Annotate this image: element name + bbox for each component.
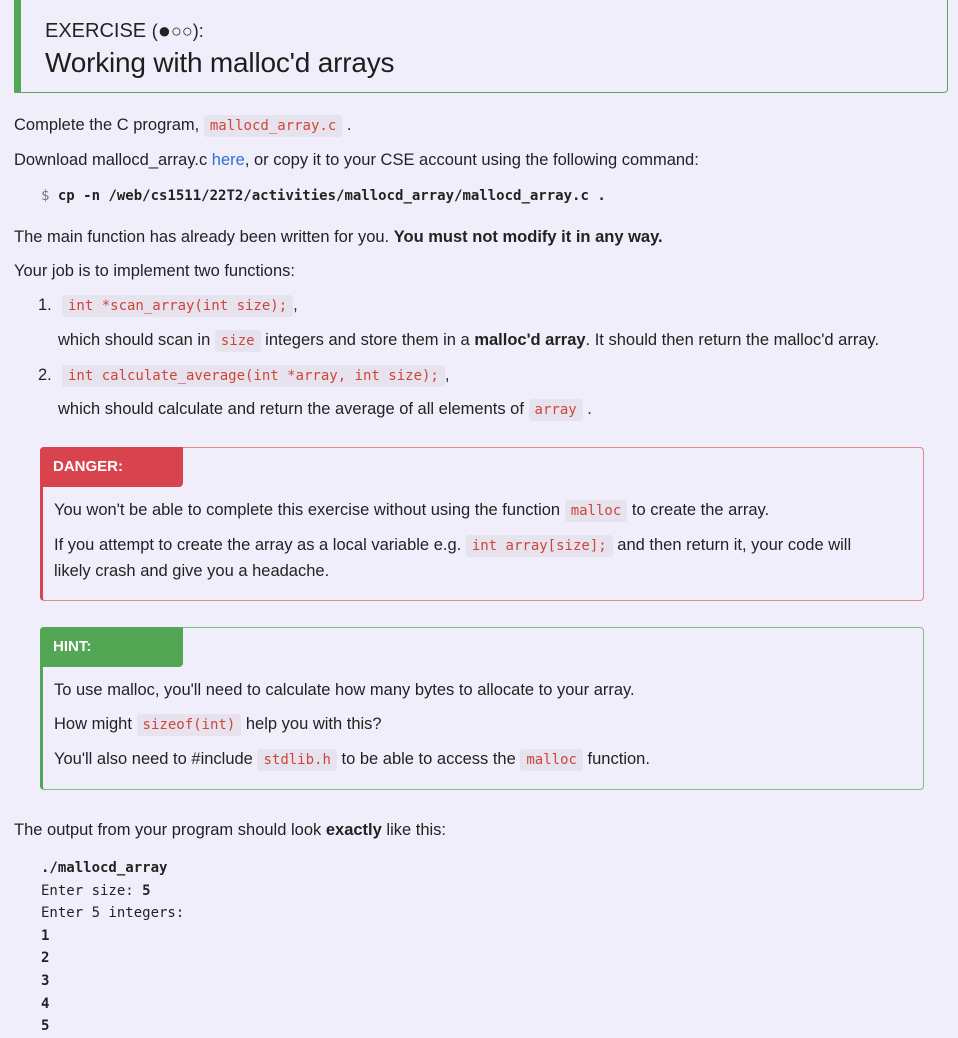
- main-note: The main function has already been written for you. You must not modify it in any way.: [14, 228, 663, 246]
- hint-line-2: How might sizeof(int) help you with this?: [54, 715, 382, 734]
- difficulty-indicator: (●○○):: [151, 18, 204, 43]
- difficulty-filled-dot-icon: ●: [157, 18, 172, 43]
- program-filename: mallocd_array.c: [204, 115, 342, 137]
- intro-complete: Complete the C program, mallocd_array.c .: [14, 116, 351, 135]
- copy-command: [41, 188, 606, 204]
- difficulty-empty-dots-icon: ○○: [171, 21, 193, 41]
- download-link[interactable]: here: [211, 151, 245, 169]
- example-output: [41, 857, 184, 1038]
- function-desc-1: which should scan in size integers and store them in a malloc'd array. It should then return the malloc'd array.: [58, 331, 879, 350]
- list-number: 2.: [38, 366, 52, 384]
- hint-line-1: To use malloc, you'll need to calculate how many bytes to allocate to your array.: [54, 681, 635, 699]
- danger-callout: [40, 447, 924, 601]
- output-input-line: 5: [41, 1018, 50, 1035]
- output-input-line: 1: [41, 927, 50, 944]
- calculate-average-signature: int calculate_average(int *array, int size);: [62, 365, 445, 387]
- hint-callout: [40, 627, 924, 790]
- output-input-line: 2: [41, 950, 50, 967]
- danger-line-3: likely crash and give you a headache.: [54, 562, 330, 580]
- danger-line-2: If you attempt to create the array as a local variable e.g. int array[size]; and then return it, your code will: [54, 536, 851, 555]
- intro-download: Download mallocd_array.c here, or copy it to your CSE account using the following command:: [14, 151, 699, 169]
- job-text: Your job is to implement two functions:: [14, 262, 295, 280]
- output-command: ./mallocd_array: [41, 860, 168, 876]
- function-signature-1: int *scan_array(int size); ,: [62, 296, 298, 315]
- size-param: size: [215, 330, 261, 352]
- output-size-line: Enter size: 5: [41, 882, 151, 899]
- command-text: cp -n /web/cs1511/22T2/activities/mallocd_array/mallocd_array.c .: [57, 188, 606, 204]
- list-number: 1.: [38, 296, 52, 314]
- function-desc-2: which should calculate and return the average of all elements of array .: [58, 400, 592, 419]
- array-param: array: [529, 399, 583, 421]
- output-input-line: 3: [41, 972, 50, 989]
- output-input-line: 4: [41, 995, 50, 1012]
- danger-label: DANGER:: [40, 447, 183, 487]
- exercise-label: EXERCISE: [45, 20, 147, 42]
- exercise-title: Working with malloc'd arrays: [45, 47, 395, 78]
- output-intro: The output from your program should look exactly like this:: [14, 821, 447, 839]
- main-warning: You must not modify it in any way.: [393, 228, 663, 246]
- output-integers-prompt: Enter 5 integers:: [41, 905, 185, 922]
- shell-prompt: $: [41, 188, 50, 204]
- hint-label: HINT:: [40, 627, 183, 667]
- scan-array-signature: int *scan_array(int size);: [62, 295, 293, 317]
- function-signature-2: int calculate_average(int *array, int size); ,: [62, 366, 449, 385]
- exercise-header: [14, 0, 948, 93]
- danger-line-1: You won't be able to complete this exercise without using the function malloc to create the array.: [54, 501, 769, 520]
- exercise-label-line: [45, 17, 204, 43]
- hint-line-3: You'll also need to #include stdlib.h to be able to access the malloc function.: [54, 750, 650, 769]
